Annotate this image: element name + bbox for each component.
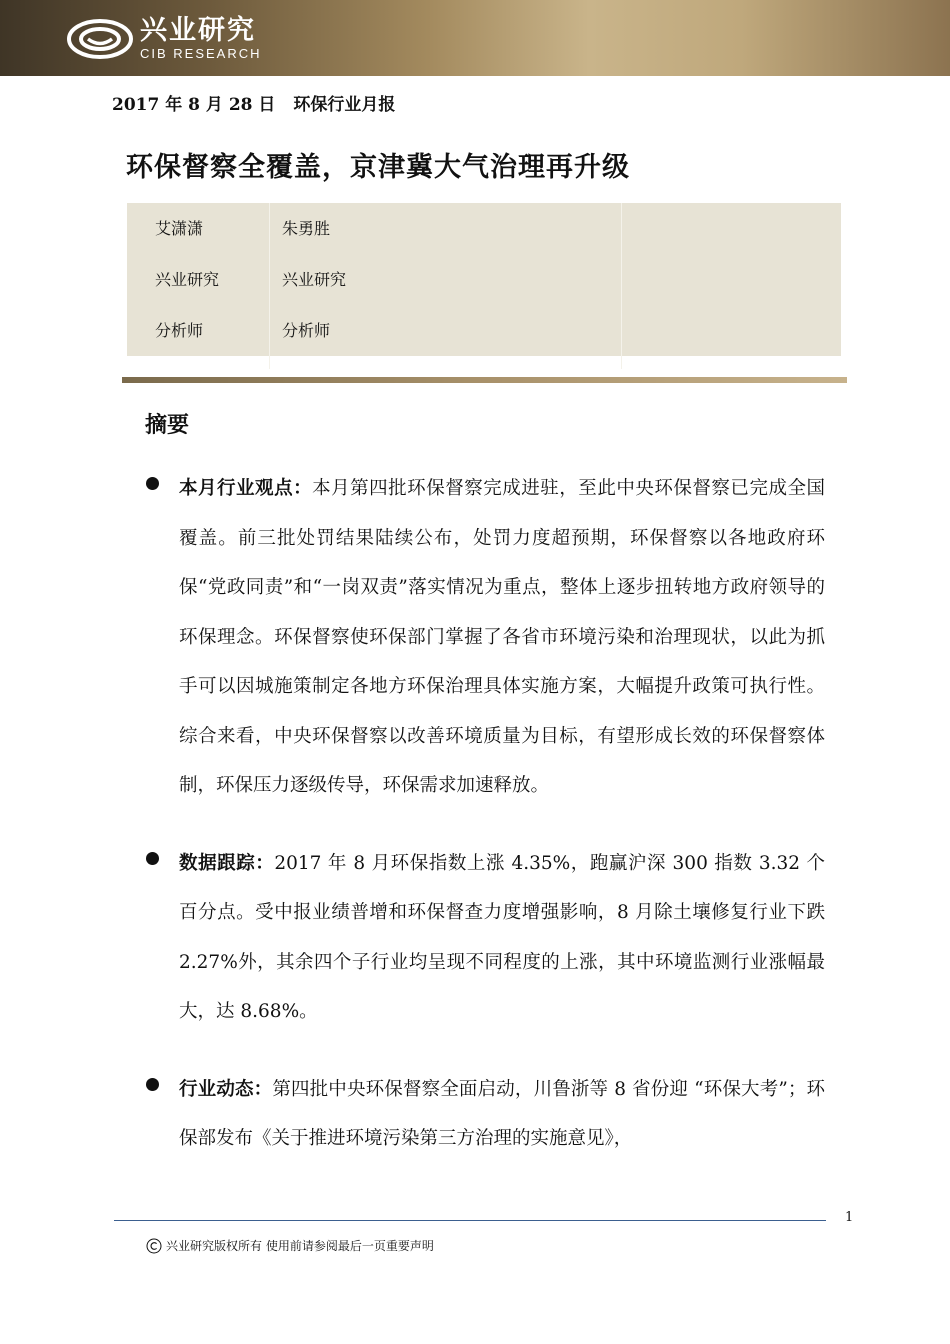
- page-number: 1: [845, 1210, 854, 1225]
- author-name: 艾潇潇: [155, 219, 204, 238]
- footer-divider: [114, 1220, 826, 1221]
- report-title: 环保督察全覆盖，京津冀大气治理再升级: [126, 152, 630, 183]
- report-date: 2017 年 8 月 28 日: [112, 95, 276, 115]
- author-column-empty: [621, 203, 841, 369]
- author-column: [269, 203, 621, 369]
- section-divider: [122, 377, 847, 383]
- bullet-icon: [146, 852, 159, 865]
- summary-item-data-tracking: [145, 839, 835, 1037]
- author-role: 分析师: [282, 321, 331, 340]
- item-label: 行业动态：: [179, 1078, 273, 1100]
- brand-name-en: CIB RESEARCH: [140, 46, 262, 61]
- report-type: 环保行业月报: [293, 95, 396, 115]
- copyright-text: 兴业研究版权所有 使用前请参阅最后一页重要声明: [166, 1239, 434, 1253]
- author-role: 分析师: [155, 321, 204, 340]
- author-column: [127, 203, 269, 369]
- author-org: 兴业研究: [282, 270, 347, 289]
- copyright-icon: [146, 1238, 162, 1254]
- item-label: 本月行业观点：: [179, 478, 313, 499]
- item-text: 第四批中央环保督察全面启动，川鲁浙等 8 省份迎 “环保大考”；环保部发布《关于推进环境污染第三方治理的实施意见》，: [179, 1078, 825, 1149]
- item-label: 数据跟踪：: [179, 852, 275, 874]
- item-text: 本月第四批环保督察完成进驻，至此中央环保督察已完成全国覆盖。前三批处罚结果陆续公布，处罚力度超预期，环保督察以各地政府环保“党政同责”和“一岗双责”落实情况为重点，整体上逐步扭转地方政府领导的环保理念。环保督察使环保部门掌握了各省市环境污染和治理现状，以此为抓手可以因城施策制定各地方环保治理具体实施方案，大幅提升政策可执行性。综合来看，中央环保督察以改善环境质量为目标，有望形成长效的环保督察体制，环保压力逐级传导，环保需求加速释放。: [179, 478, 825, 796]
- summary-item-industry-view: [145, 464, 835, 811]
- bullet-icon: [146, 477, 159, 490]
- header-band: [0, 0, 950, 76]
- author-table: [127, 203, 841, 356]
- cib-logo-icon: [66, 18, 134, 60]
- author-org: 兴业研究: [155, 270, 220, 289]
- bullet-icon: [146, 1078, 159, 1091]
- summary-item-industry-news: [145, 1065, 835, 1164]
- report-meta: [112, 90, 395, 115]
- author-name: 朱勇胜: [282, 219, 331, 238]
- item-text: 2017 年 8 月环保指数上涨 4.35%，跑赢沪深 300 指数 3.32 个百分点。受中报业绩普增和环保督查力度增强影响，8 月除土壤修复行业下跌 2.27%外，其余四个子行业均呈现不同程度的上涨，其中环境监测行业涨幅最大，达 8.68%。: [179, 852, 825, 1022]
- brand-logo: [66, 12, 262, 66]
- copyright-notice: [146, 1237, 434, 1254]
- summary-heading: 摘要: [145, 412, 190, 438]
- summary-list: [145, 464, 835, 1192]
- brand-name-cn: 兴业研究: [140, 15, 256, 46]
